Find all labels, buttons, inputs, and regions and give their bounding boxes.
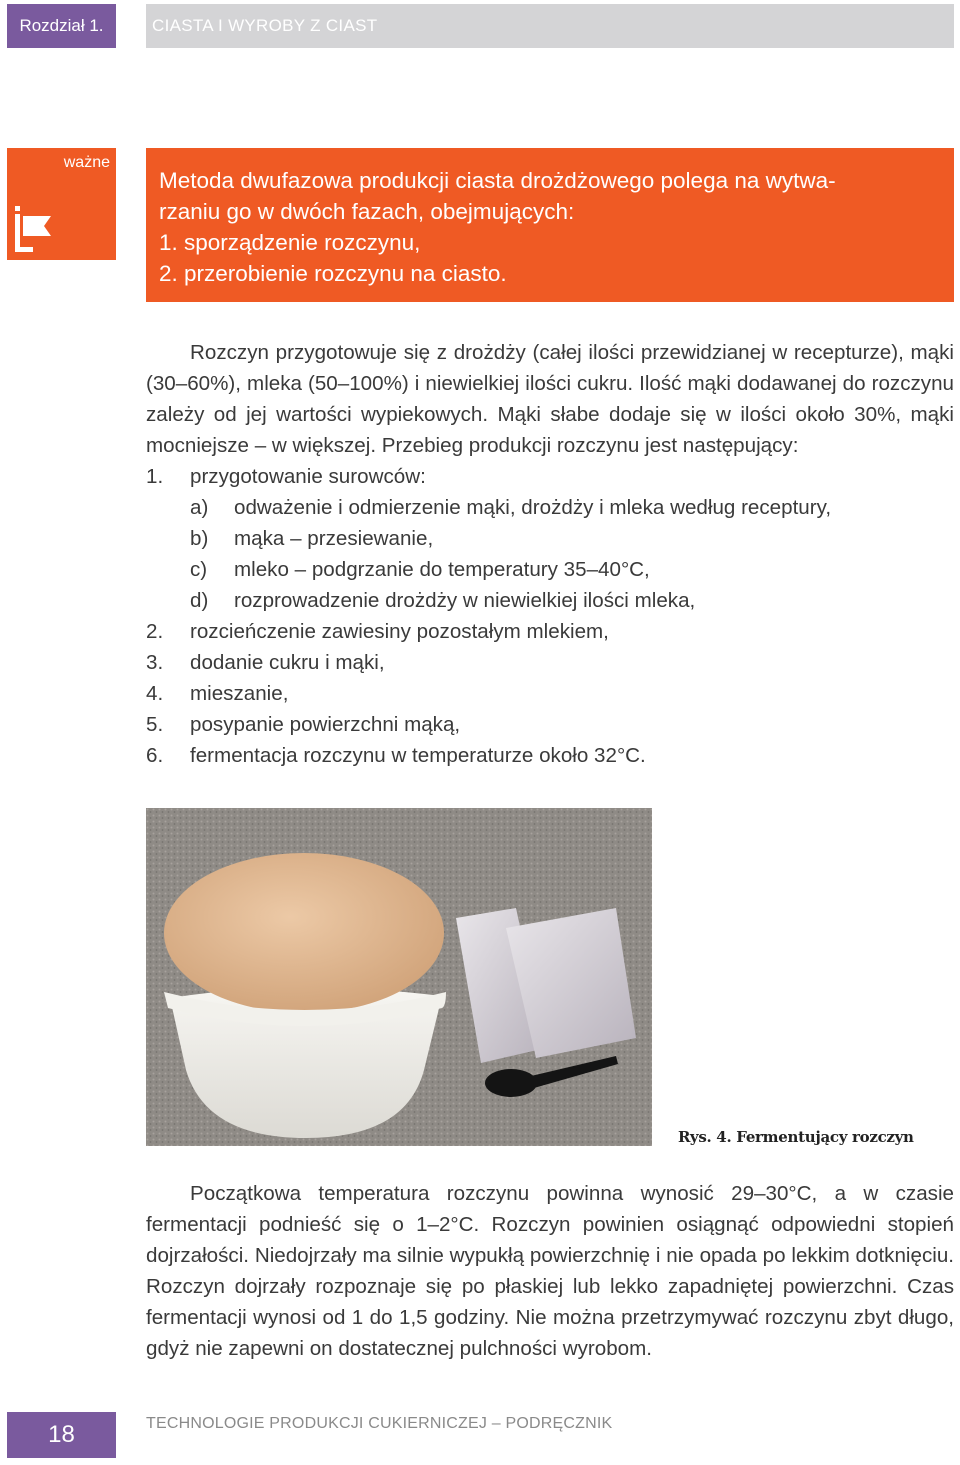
page-number: 18 bbox=[7, 1412, 116, 1458]
list-item bbox=[146, 616, 954, 647]
measuring-spoon bbox=[485, 1069, 537, 1097]
dough-shape bbox=[164, 853, 444, 1013]
important-label: ważne bbox=[63, 154, 110, 171]
step-number: 5. bbox=[146, 713, 164, 736]
step-text: mieszanie, bbox=[190, 682, 289, 705]
important-line: 1. sporządzenie rozczynu, bbox=[159, 230, 421, 255]
step-text: odważenie i odmierzenie mąki, drożdży i mleka według receptury, bbox=[234, 496, 832, 519]
step-text: przygotowanie surowców: bbox=[190, 465, 426, 488]
step-number: 3. bbox=[146, 651, 164, 674]
section-title: CIASTA I WYROBY Z CIAST bbox=[146, 4, 954, 48]
list-item bbox=[146, 709, 954, 740]
step-text: mąka – przesiewanie, bbox=[234, 527, 434, 550]
step-text: dodanie cukru i mąki, bbox=[190, 651, 385, 674]
list-item bbox=[146, 523, 954, 554]
step-text: fermentacja rozczynu w temperaturze około 32°C. bbox=[190, 744, 646, 767]
list-item bbox=[146, 585, 954, 616]
step-number: 4. bbox=[146, 682, 164, 705]
step-text: rozprowadzenie drożdży w niewielkiej ilości mleka, bbox=[234, 589, 696, 612]
step-text: mleko – podgrzanie do temperatury 35–40°C, bbox=[234, 558, 650, 581]
fermenting-dough-photo bbox=[146, 808, 652, 1146]
flag-icon bbox=[13, 206, 53, 252]
list-item bbox=[146, 740, 954, 771]
list-item bbox=[146, 554, 954, 585]
step-number: d) bbox=[190, 589, 209, 612]
closing-paragraph: Początkowa temperatura rozczynu powinna wynosić 29–30°C, a w czasie fermentacji podnieść się o 1–2°C. Rozczyn powinien osiągnąć odpowiedni stopień dojrzałości. Niedojrzały ma silnie wypukłą powierzchnię i nie opada po lekkim dotknięciu. Rozczyn dojrzały rozpoznaje się po płaskiej lub lekko zapadniętej powierzchni. Czas fermentacji wynosi od 1 do 1,5 godziny. Nie można przetrzymywać rozczynu zbyt długo, gdyż nie zapewni on dostatecznej pulchności wyrobom. bbox=[146, 1182, 954, 1360]
step-number: 1. bbox=[146, 465, 164, 488]
closing-section bbox=[146, 1178, 954, 1364]
chapter-label: Rozdział 1. bbox=[7, 4, 116, 48]
figure-caption: Rys. 4. Fermentujący rozczyn bbox=[678, 1128, 914, 1146]
intro-section bbox=[146, 337, 954, 771]
important-line: rzaniu go w dwóch fazach, obejmujących: bbox=[159, 199, 575, 224]
important-box bbox=[146, 148, 954, 302]
step-number: b) bbox=[190, 527, 209, 550]
list-item bbox=[146, 678, 954, 709]
book-title: TECHNOLOGIE PRODUKCJI CUKIERNICZEJ – PODRĘCZNIK bbox=[146, 1415, 613, 1432]
important-tab bbox=[7, 148, 116, 260]
important-line: 2. przerobienie rozczynu na ciasto. bbox=[159, 261, 507, 286]
step-text: rozcieńczenie zawiesiny pozostałym mlekiem, bbox=[190, 620, 609, 643]
steps-list bbox=[146, 461, 954, 771]
step-number: a) bbox=[190, 496, 209, 519]
list-item bbox=[146, 647, 954, 678]
step-number: 6. bbox=[146, 744, 164, 767]
step-number: 2. bbox=[146, 620, 164, 643]
important-line: Metoda dwufazowa produkcji ciasta drożdżowego polega na wytwa- bbox=[159, 168, 836, 193]
intro-paragraph: Rozczyn przygotowuje się z drożdży (całej ilości przewidzianej w recepturze), mąki (30–60%), mleka (50–100%) i niewielkiej ilości cukru. Ilość mąki dodawanej do rozczynu zależy od jej wartości wypiekowych. Mąki słabe dodaje się w ilości około 30%, mąki mocniejsze – w większej. Przebieg produkcji rozczynu jest następujący: bbox=[146, 341, 954, 457]
list-item bbox=[146, 461, 954, 492]
list-item bbox=[146, 492, 954, 523]
step-number: c) bbox=[190, 558, 208, 581]
step-text: posypanie powierzchni mąką, bbox=[190, 713, 461, 736]
